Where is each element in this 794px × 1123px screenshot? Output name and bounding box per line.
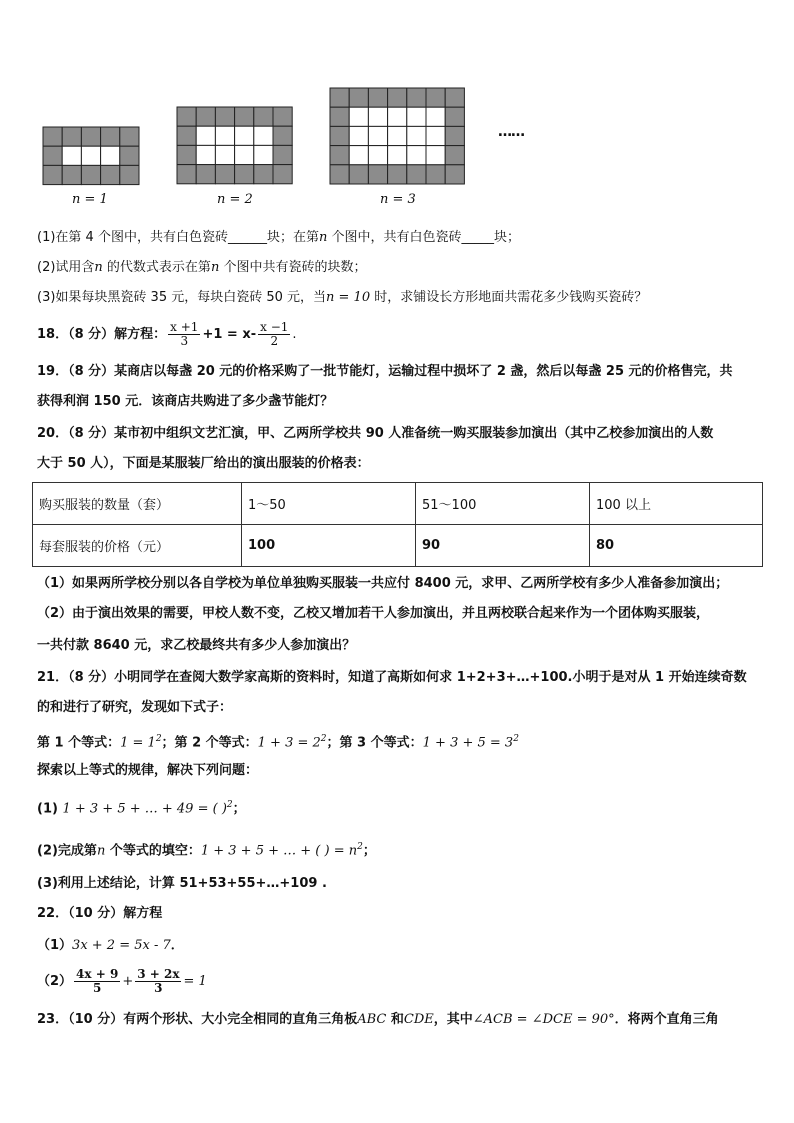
black-tile [81, 127, 100, 146]
q19-line2: 获得利润 150 元．该商店共购进了多少盏节能灯？ [37, 394, 334, 409]
white-tile [388, 146, 407, 165]
black-tile [43, 165, 62, 184]
q18-fraction-2: $\frac{x -1}{2}$ [260, 320, 289, 348]
white-tile [101, 146, 120, 165]
price-table [32, 482, 763, 567]
black-tile [368, 88, 387, 107]
q22: 22．（10 分）解方程 [37, 906, 163, 921]
q17-part2: (2)试用含n 的代数式表示在第n 个图中共有瓷砖的块数； [37, 260, 367, 275]
black-tile [426, 88, 445, 107]
table-cell: 100 以上 [590, 483, 763, 525]
table-row [33, 483, 763, 525]
black-tile [426, 165, 445, 184]
table-cell: 购买服装的数量（套） [33, 483, 242, 525]
white-tile [388, 126, 407, 145]
tile-grid-svg [329, 87, 465, 185]
q17-part1: (1)在第 4 个图中，共有白色瓷砖______块；在第n 个图中，共有白色瓷砖_____块； [37, 230, 520, 245]
black-tile [330, 146, 349, 165]
white-tile [235, 126, 254, 145]
white-tile [235, 145, 254, 164]
white-tile [254, 126, 273, 145]
white-tile [426, 126, 445, 145]
black-tile [349, 165, 368, 184]
black-tile [101, 127, 120, 146]
black-tile [273, 126, 292, 145]
q20-line1: 20．（8 分）某市初中组织文艺汇演，甲、乙两所学校共 90 人准备统一购买服装参加演出（其中乙校参加演出的人数 [37, 426, 714, 441]
white-tile [426, 107, 445, 126]
black-tile [273, 165, 292, 184]
q21-explore: 探索以上等式的规律，解决下列问题： [37, 763, 259, 778]
tile-figure-n3 [329, 87, 465, 185]
black-tile [177, 165, 196, 184]
table-cell: 90 [416, 525, 590, 567]
black-tile [101, 165, 120, 184]
black-tile [43, 127, 62, 146]
white-tile [215, 126, 234, 145]
black-tile [81, 165, 100, 184]
white-tile [388, 107, 407, 126]
q20-line2: 大于 50 人），下面是某服装厂给出的演出服装的价格表： [37, 456, 370, 471]
black-tile [254, 107, 273, 126]
black-tile [43, 146, 62, 165]
table-cell: 80 [590, 525, 763, 567]
black-tile [196, 165, 215, 184]
q17-part3: (3)如果每块黑瓷砖 35 元，每块白瓷砖 50 元，当n = 10 时，求铺设长方形地面共需花多少钱购买瓷砖？ [37, 290, 648, 305]
black-tile [407, 165, 426, 184]
white-tile [349, 126, 368, 145]
black-tile [349, 88, 368, 107]
white-tile [196, 126, 215, 145]
white-tile [349, 107, 368, 126]
black-tile [196, 107, 215, 126]
black-tile [445, 126, 464, 145]
q19-line1: 19．（8 分）某商店以每盏 20 元的价格采购了一批节能灯，运输过程中损坏了 2 盏，然后以每盏 25 元的价格售完，共 [37, 364, 733, 379]
black-tile [330, 107, 349, 126]
white-tile [407, 107, 426, 126]
black-tile [215, 107, 234, 126]
white-tile [62, 146, 81, 165]
white-tile [368, 146, 387, 165]
black-tile [330, 165, 349, 184]
black-tile [388, 165, 407, 184]
black-tile [388, 88, 407, 107]
white-tile [407, 126, 426, 145]
q20-part1: （1）如果两所学校分别以各自学校为单位单独购买服装一共应付 8400 元，求甲、乙两所学校有多少人准备参加演出； [37, 576, 729, 591]
q22-part2: （2） $\frac{4x + 9}{5}$ + $\frac{3 + 2x}{3}$ = 1 [37, 967, 207, 995]
white-tile [349, 146, 368, 165]
white-tile [254, 145, 273, 164]
black-tile [445, 165, 464, 184]
black-tile [62, 127, 81, 146]
tile-grid-svg [42, 126, 140, 186]
black-tile [215, 165, 234, 184]
q21-part3: (3)利用上述结论，计算 51+53+55+…+109 . [37, 876, 327, 891]
black-tile [177, 145, 196, 164]
black-tile [445, 107, 464, 126]
white-tile [368, 107, 387, 126]
white-tile [426, 146, 445, 165]
white-tile [407, 146, 426, 165]
q21-line1: 21．（8 分）小明同学在查阅大数学家高斯的资料时，知道了高斯如何求 1+2+3+…+100.小明于是对从 1 开始连续奇数 [37, 670, 747, 685]
black-tile [445, 146, 464, 165]
black-tile [445, 88, 464, 107]
black-tile [235, 107, 254, 126]
caption-n3: n = 3 [380, 192, 416, 207]
white-tile [81, 146, 100, 165]
black-tile [120, 165, 139, 184]
black-tile [177, 126, 196, 145]
table-cell: 每套服装的价格（元） [33, 525, 242, 567]
q22-fraction-1: $\frac{4x + 9}{5}$ [76, 967, 119, 995]
table-cell: 51～100 [416, 483, 590, 525]
tile-figures [40, 86, 560, 216]
q23-line1: 23．（10 分）有两个形状、大小完全相同的直角三角板ABC 和CDE，其中∠ACB = ∠DCE = 90°．将两个直角三角 [37, 1012, 719, 1027]
caption-n1: n = 1 [72, 192, 108, 207]
caption-n2: n = 2 [217, 192, 253, 207]
tile-grid-svg [176, 106, 293, 185]
table-row [33, 525, 763, 567]
black-tile [120, 127, 139, 146]
ellipsis: …… [498, 124, 524, 140]
q22-part1: （1）3x + 2 = 5x - 7． [37, 938, 184, 953]
q20-part2-line1: （2）由于演出效果的需要，甲校人数不变，乙校又增加若干人参加演出，并且两校联合起来作为一个团体购买服装， [37, 606, 710, 621]
q21-equations: 第 1 个等式：$1 = 1^2$；第 2 个等式：$1 + 3 = 2^2$；第 3 个等式：$1 + 3 + 5 = 3^2$ [37, 734, 519, 751]
black-tile [273, 107, 292, 126]
q18-fraction-1: $\frac{x +1}{3}$ [170, 320, 199, 348]
q22-fraction-2: $\frac{3 + 2x}{3}$ [137, 967, 180, 995]
q18: 18．（8 分）解方程： $\frac{x +1}{3}$ +1 = x- $\frac{x -1}{2}$ . [37, 320, 297, 348]
black-tile [330, 126, 349, 145]
white-tile [215, 145, 234, 164]
table-cell: 1～50 [242, 483, 416, 525]
black-tile [368, 165, 387, 184]
tile-figure-n2 [176, 106, 293, 185]
black-tile [235, 165, 254, 184]
black-tile [273, 145, 292, 164]
black-tile [177, 107, 196, 126]
white-tile [368, 126, 387, 145]
black-tile [120, 146, 139, 165]
q20-part2-line2: 一共付款 8640 元，求乙校最终共有多少人参加演出？ [37, 638, 356, 653]
black-tile [330, 88, 349, 107]
white-tile [196, 145, 215, 164]
black-tile [62, 165, 81, 184]
q21-line2: 的和进行了研究，发现如下式子： [37, 700, 233, 715]
q21-part2: (2)完成第n 个等式的填空：1 + 3 + 5 + … + ( ) = $n^2$； [37, 842, 376, 859]
black-tile [254, 165, 273, 184]
q21-part1: (1) 1 + 3 + 5 + … + 49 = ( )$^2$； [37, 800, 246, 817]
table-cell: 100 [242, 525, 416, 567]
tile-figure-n1 [42, 126, 140, 186]
black-tile [407, 88, 426, 107]
